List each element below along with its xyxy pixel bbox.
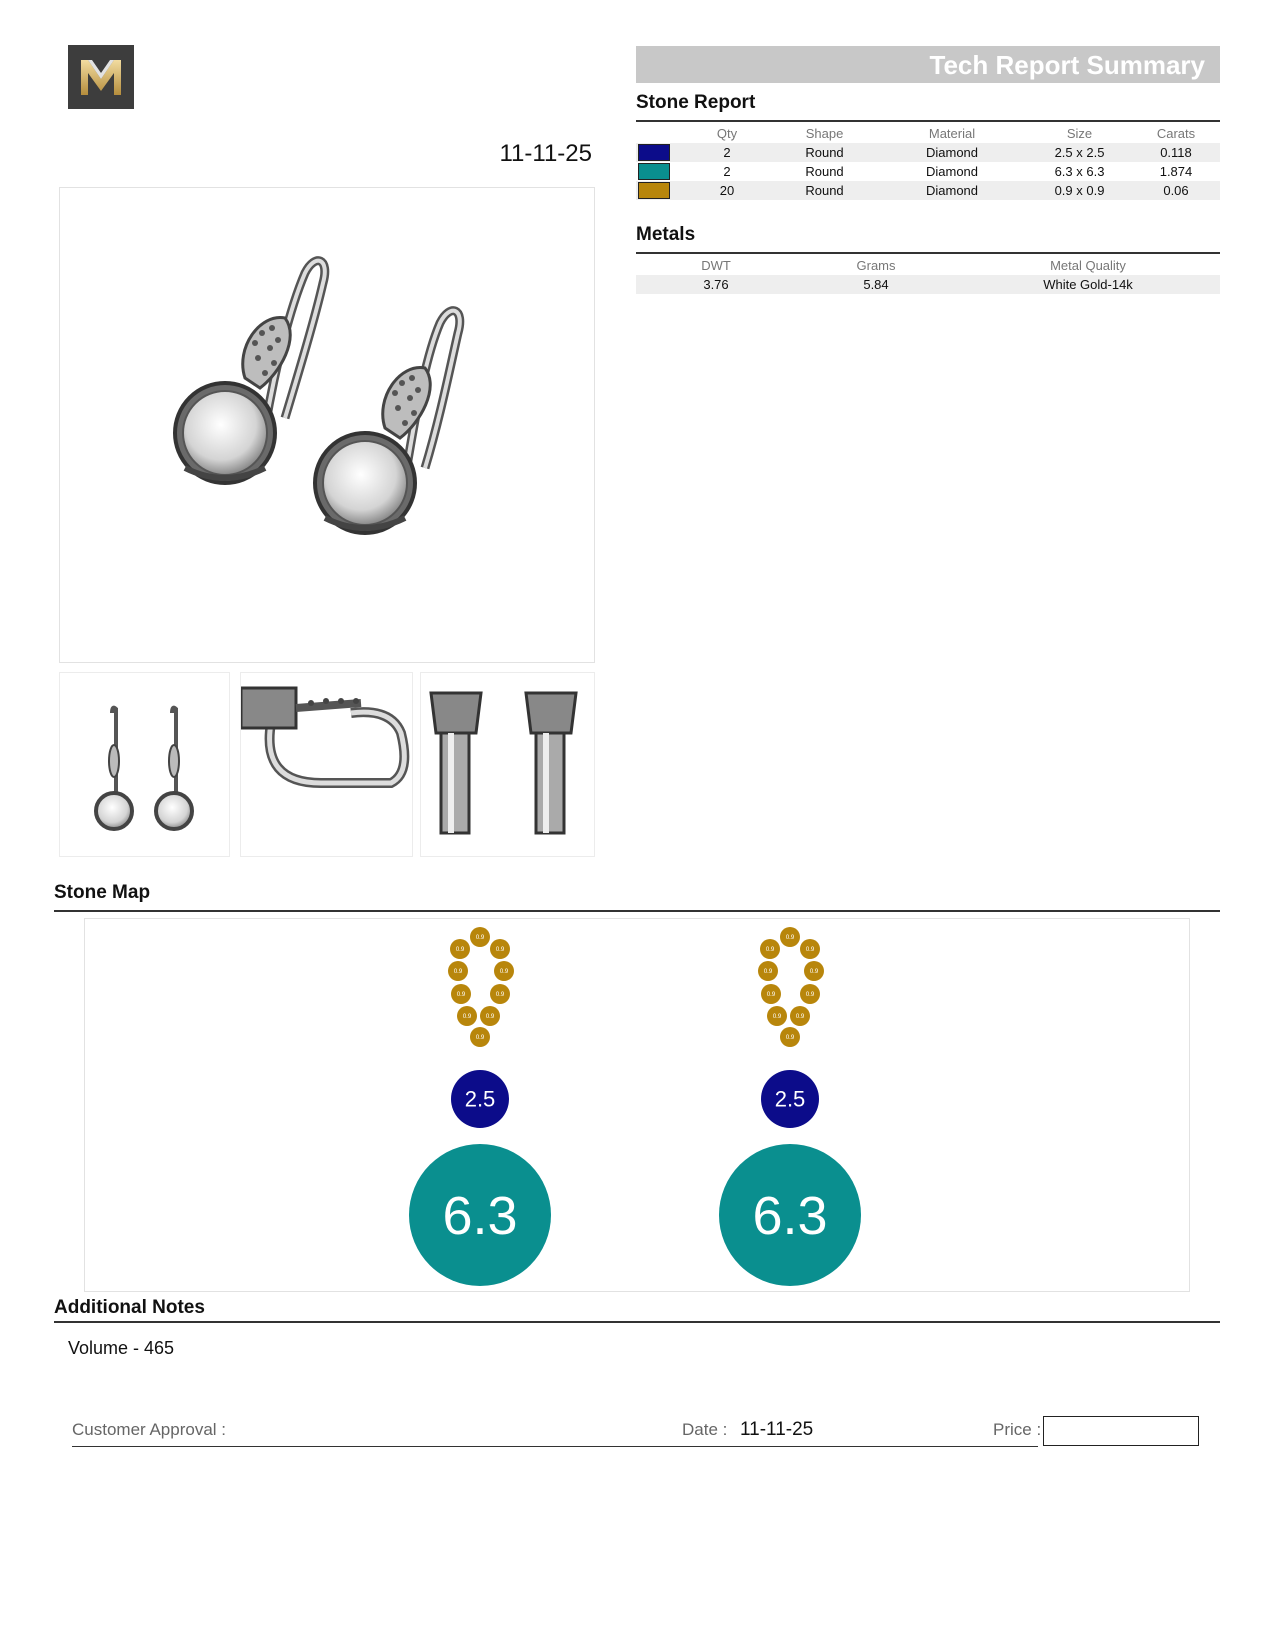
- carats-cell: 1.874: [1159, 164, 1193, 179]
- stone-map-diagram: [84, 918, 1190, 1292]
- report-title-bar: [636, 46, 1220, 83]
- size-cell: 6.3 x 6.3: [1054, 164, 1105, 179]
- melee-stone: [450, 939, 470, 959]
- metals-rule: [636, 252, 1220, 254]
- melee-stone-label: 0.9: [772, 1014, 782, 1021]
- table-row: [636, 143, 1220, 162]
- price-label: Price :: [993, 1420, 1042, 1439]
- melee-stone: [448, 961, 468, 981]
- col-header-carats: Carats: [1156, 125, 1196, 141]
- col-header-material: Material: [928, 125, 976, 141]
- melee-stone: [451, 984, 471, 1004]
- thumbnail-profile-views[interactable]: [420, 672, 595, 857]
- stone-report-title: Stone Report: [636, 92, 756, 113]
- metal-quality-cell: White Gold-14k: [956, 275, 1220, 294]
- report-date: 11-11-25: [499, 140, 592, 167]
- stone-report-table: [636, 123, 1220, 200]
- melee-stone-label: 0.9: [765, 947, 775, 954]
- report-title: Tech Report Summary: [929, 50, 1205, 80]
- price-input[interactable]: [1043, 1416, 1199, 1446]
- shape-cell: Round: [805, 164, 844, 179]
- stone-report-header-row: [636, 123, 1220, 143]
- melee-stone-label: 0.9: [485, 1014, 495, 1021]
- stone-map-title: Stone Map: [54, 882, 151, 903]
- main-render-view: [59, 187, 595, 663]
- material-cell: Diamond: [877, 181, 1027, 200]
- melee-stone-label: 0.9: [475, 1035, 485, 1042]
- melee-stone: [800, 984, 820, 1004]
- melee-stone: [780, 927, 800, 947]
- grams-cell: 5.84: [796, 275, 956, 294]
- col-header-dwt: DWT: [701, 257, 731, 273]
- thumbnail-front-view[interactable]: [59, 672, 230, 857]
- table-row: [636, 162, 1220, 181]
- stone-report-rule: [636, 120, 1220, 122]
- accent-stone: [761, 1070, 819, 1128]
- accent-stone-label: 2.5: [774, 1086, 806, 1112]
- melee-stone-label: 0.9: [495, 947, 505, 954]
- thumbnail-side-view[interactable]: [240, 672, 413, 857]
- qty-cell: 2: [723, 164, 731, 179]
- melee-stone-label: 0.9: [785, 935, 795, 942]
- metals-title: Metals: [636, 224, 696, 245]
- melee-stone: [790, 1006, 810, 1026]
- center-stone: [409, 1144, 551, 1286]
- col-header-qty: Qty: [716, 125, 738, 141]
- melee-stone: [758, 961, 778, 981]
- size-cell: 2.5 x 2.5: [1027, 143, 1132, 162]
- melee-stone: [767, 1006, 787, 1026]
- melee-stone: [494, 961, 514, 981]
- melee-stone-label: 0.9: [475, 935, 485, 942]
- notes-rule: [54, 1321, 1220, 1323]
- melee-stone: [804, 961, 824, 981]
- melee-stone-label: 0.9: [809, 969, 819, 976]
- additional-notes-title: Additional Notes: [54, 1297, 205, 1318]
- stone-map-rule: [54, 910, 1220, 912]
- material-cell: Diamond: [877, 143, 1027, 162]
- melee-stone-label: 0.9: [455, 947, 465, 954]
- center-stone: [719, 1144, 861, 1286]
- melee-stone: [480, 1006, 500, 1026]
- melee-stone-label: 0.9: [462, 1014, 472, 1021]
- melee-stone-label: 0.9: [763, 969, 773, 976]
- dwt-cell: 3.76: [636, 275, 796, 294]
- melee-stone-label: 0.9: [785, 1035, 795, 1042]
- center-stone-label: 6.3: [752, 1185, 828, 1246]
- carats-cell: 0.06: [1132, 181, 1220, 200]
- melee-stone-label: 0.9: [456, 992, 466, 999]
- melee-stone: [457, 1006, 477, 1026]
- approval-date-label: Date :: [682, 1420, 728, 1439]
- material-cell: Diamond: [925, 164, 979, 179]
- melee-stone: [490, 939, 510, 959]
- melee-stone: [761, 984, 781, 1004]
- color-swatch: [638, 182, 670, 199]
- approval-date-value: 11-11-25: [740, 1419, 814, 1440]
- col-header-size: Size: [1066, 125, 1093, 141]
- metals-header-row: [636, 255, 1220, 275]
- col-header-grams: Grams: [856, 257, 896, 273]
- table-row: [636, 181, 1220, 200]
- color-swatch: [638, 144, 670, 161]
- melee-stone-label: 0.9: [499, 969, 509, 976]
- earring-render-left: [175, 261, 325, 483]
- melee-stone: [470, 1027, 490, 1047]
- qty-cell: 2: [682, 143, 772, 162]
- qty-cell: 20: [682, 181, 772, 200]
- earring-render-right: [315, 311, 460, 533]
- shape-cell: Round: [772, 143, 877, 162]
- shape-cell: Round: [772, 181, 877, 200]
- table-row: [636, 275, 1220, 294]
- accent-stone-label: 2.5: [464, 1086, 496, 1112]
- notes-text: Volume - 465: [68, 1338, 175, 1358]
- melee-stone-label: 0.9: [495, 992, 505, 999]
- company-logo: [68, 45, 134, 109]
- melee-stone-label: 0.9: [805, 992, 815, 999]
- melee-stone-label: 0.9: [453, 969, 463, 976]
- melee-stone-label: 0.9: [766, 992, 776, 999]
- accent-stone: [451, 1070, 509, 1128]
- size-cell: 0.9 x 0.9: [1027, 181, 1132, 200]
- melee-stone: [490, 984, 510, 1004]
- customer-approval-label: Customer Approval :: [72, 1420, 227, 1439]
- melee-stone-label: 0.9: [805, 947, 815, 954]
- approval-signature-line: [72, 1446, 1038, 1447]
- melee-stone: [780, 1027, 800, 1047]
- col-header-metal-quality: Metal Quality: [1050, 257, 1126, 273]
- melee-stone-label: 0.9: [795, 1014, 805, 1021]
- color-swatch: [638, 163, 670, 180]
- center-stone-label: 6.3: [442, 1185, 518, 1246]
- metals-table: [636, 255, 1220, 294]
- col-header-shape: Shape: [805, 125, 844, 141]
- melee-stone: [800, 939, 820, 959]
- carats-cell: 0.118: [1132, 143, 1220, 162]
- melee-stone: [760, 939, 780, 959]
- melee-stone: [470, 927, 490, 947]
